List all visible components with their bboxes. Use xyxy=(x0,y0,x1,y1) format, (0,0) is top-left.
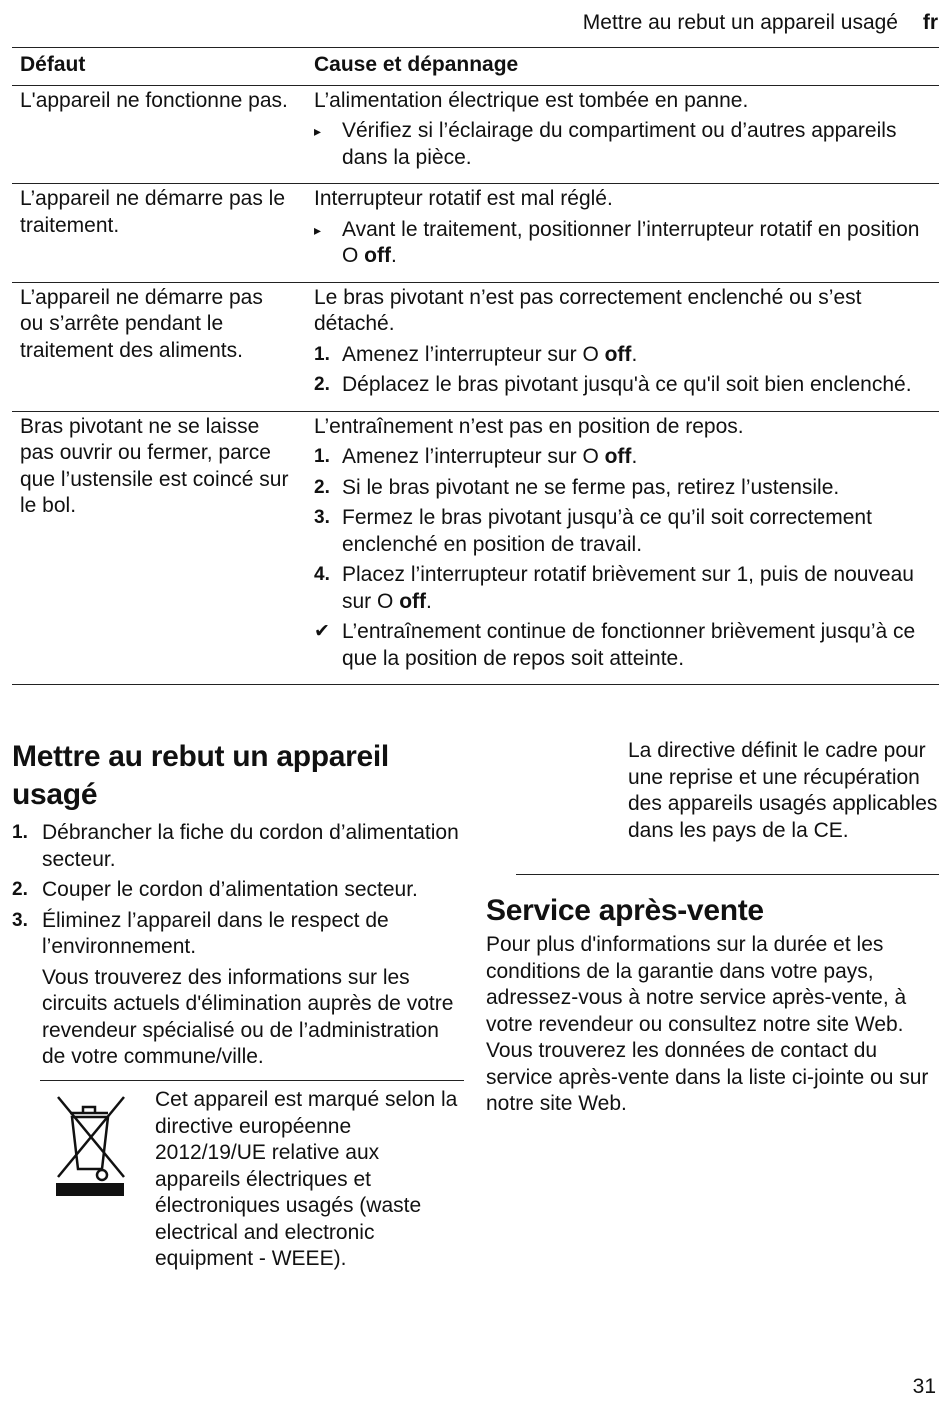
step-marker: 3. xyxy=(12,909,28,931)
step-text: L’entraînement continue de fonctionner brièvement jusqu’à ce que la position de repos soit atteinte. xyxy=(342,620,916,670)
disposal-step xyxy=(12,908,464,961)
remedy-steps xyxy=(314,217,939,270)
cause-cell xyxy=(298,412,939,685)
weee-text: Cet appareil est marqué selon la directive européenne 2012/19/UE relative aux appareils électriques et électroniques usagés (waste electrical and electronic equipment - WEEE). xyxy=(155,1088,458,1270)
step-text: Avant le traitement, positionner l’interrupteur rotatif en position xyxy=(342,217,920,241)
remedy-step xyxy=(314,505,939,558)
remedy-step xyxy=(314,619,939,672)
disposal-section xyxy=(12,738,464,1071)
step-marker: 2. xyxy=(314,476,330,498)
table-header-row xyxy=(12,48,939,86)
step-text: Amenez l’interrupteur sur xyxy=(342,445,583,468)
step-marker: 1. xyxy=(12,822,28,843)
disposal-steps xyxy=(12,820,464,961)
step-text-end: . xyxy=(631,342,638,366)
step-text: Fermez le bras pivotant jusqu’à ce qu’il soit correctement enclenché en position de travail. xyxy=(342,506,872,556)
table-row xyxy=(12,412,939,686)
remedy-step xyxy=(314,217,939,270)
disposal-step xyxy=(12,877,464,904)
crossed-out-wheelie-bin-icon xyxy=(50,1087,130,1199)
remedy-step xyxy=(314,475,939,502)
step-marker: 2. xyxy=(12,879,28,900)
directive-text: La directive définit le cadre pour une reprise et une récupération des appareils usagés applicables dans les pays de la CE. xyxy=(628,739,938,842)
off-position-symbol: O xyxy=(377,589,400,613)
service-paragraph-2: Vous trouverez les données de contact du service après-vente dans la liste ci-jointe ou sur notre site Web. xyxy=(486,1039,929,1115)
step-text-end: . xyxy=(391,244,397,267)
step-marker: 1. xyxy=(314,343,330,365)
cause-cell xyxy=(298,184,939,282)
service-title: Service après-vente xyxy=(486,894,764,927)
remedy-steps xyxy=(314,118,939,171)
step-marker: 2. xyxy=(314,374,330,395)
cause-text: L’entraînement n’est pas en position de repos. xyxy=(314,414,744,438)
step-marker: 3. xyxy=(314,507,330,528)
fault-cell: L’appareil ne démarre pas le traitement. xyxy=(20,187,286,237)
step-text: Débrancher la fiche du cordon d’alimentation secteur. xyxy=(42,821,459,871)
step-text: Placez l’interrupteur rotatif brièvement sur 1, puis de nouveau sur xyxy=(342,563,914,613)
step-text-end: . xyxy=(426,589,432,613)
step-text: Amenez l’interrupteur sur xyxy=(342,342,583,366)
off-label: off xyxy=(604,445,632,468)
step-text-end: . xyxy=(631,445,638,468)
remedy-step xyxy=(314,342,939,369)
step-text: Éliminez l’appareil dans le respect de l’environnement. xyxy=(42,908,389,958)
remedy-steps xyxy=(314,342,939,399)
table-row xyxy=(12,184,939,283)
step-marker: ▸ xyxy=(314,221,322,238)
step-text: Si le bras pivotant ne se ferme pas, retirez l’ustensile. xyxy=(342,475,840,499)
off-label: off xyxy=(399,589,427,613)
off-position-symbol: O xyxy=(582,445,605,468)
off-position-symbol: O xyxy=(582,342,605,366)
off-position-symbol: O xyxy=(342,244,365,267)
header-title: Mettre au rebut un appareil usagé xyxy=(582,11,898,34)
table-row xyxy=(12,86,939,185)
remedy-step xyxy=(314,118,939,171)
remedy-step xyxy=(314,372,939,399)
step-text: Déplacez le bras pivotant jusqu'à ce qu'il soit bien enclenché. xyxy=(342,373,912,396)
remedy-step xyxy=(314,444,939,471)
disposal-title: Mettre au rebut un appareil usagé xyxy=(12,740,389,811)
fault-cell: L’appareil ne démarre pas ou s’arrête pendant le traitement des aliments. xyxy=(20,285,263,362)
disposal-step xyxy=(12,820,464,873)
cause-cell xyxy=(298,86,939,184)
cause-text: L’alimentation électrique est tombée en panne. xyxy=(314,88,749,112)
step-text: Couper le cordon d’alimentation secteur. xyxy=(42,878,418,901)
step-marker: ▸ xyxy=(314,123,322,139)
disposal-note: Vous trouverez des informations sur les circuits actuels d'élimination auprès de votre revendeur spécialisé ou de l’administration de votre commune/ville. xyxy=(42,965,454,1068)
table-body xyxy=(12,86,939,686)
off-label: off xyxy=(364,244,391,267)
remedy-step xyxy=(314,562,939,615)
column-header-cause: Cause et dépannage xyxy=(314,53,519,76)
troubleshooting-table xyxy=(12,47,939,685)
directive-box xyxy=(516,738,939,875)
step-text: Vérifiez si l’éclairage du compartiment ou d’autres appareils dans la pièce. xyxy=(342,119,897,169)
column-header-fault: Défaut xyxy=(20,53,86,76)
weee-notice xyxy=(40,1080,464,1270)
page-number: 31 xyxy=(912,1375,936,1398)
fault-cell: Bras pivotant ne se laisse pas ouvrir ou fermer, parce que l’ustensile est coincé sur le bol. xyxy=(20,414,289,517)
cause-cell xyxy=(298,283,939,411)
service-section xyxy=(486,892,941,1118)
fault-cell: L'appareil ne fonctionne pas. xyxy=(20,88,288,112)
step-marker: ✔ xyxy=(314,621,330,642)
off-label: off xyxy=(604,342,632,366)
table-row xyxy=(12,283,939,412)
step-marker: 4. xyxy=(314,564,330,585)
cause-text: Le bras pivotant n’est pas correctement enclenché ou s’est détaché. xyxy=(314,285,862,335)
language-code: fr xyxy=(922,11,938,34)
remedy-steps xyxy=(314,444,939,672)
service-paragraph-1: Pour plus d'informations sur la durée et les conditions de la garantie dans votre pays, adressez-vous à notre service après-vente, à votre revendeur ou consultez notre site Web. xyxy=(486,933,907,1036)
cause-text: Interrupteur rotatif est mal réglé. xyxy=(314,187,613,210)
step-marker: 1. xyxy=(314,446,330,467)
page-header xyxy=(0,8,950,38)
